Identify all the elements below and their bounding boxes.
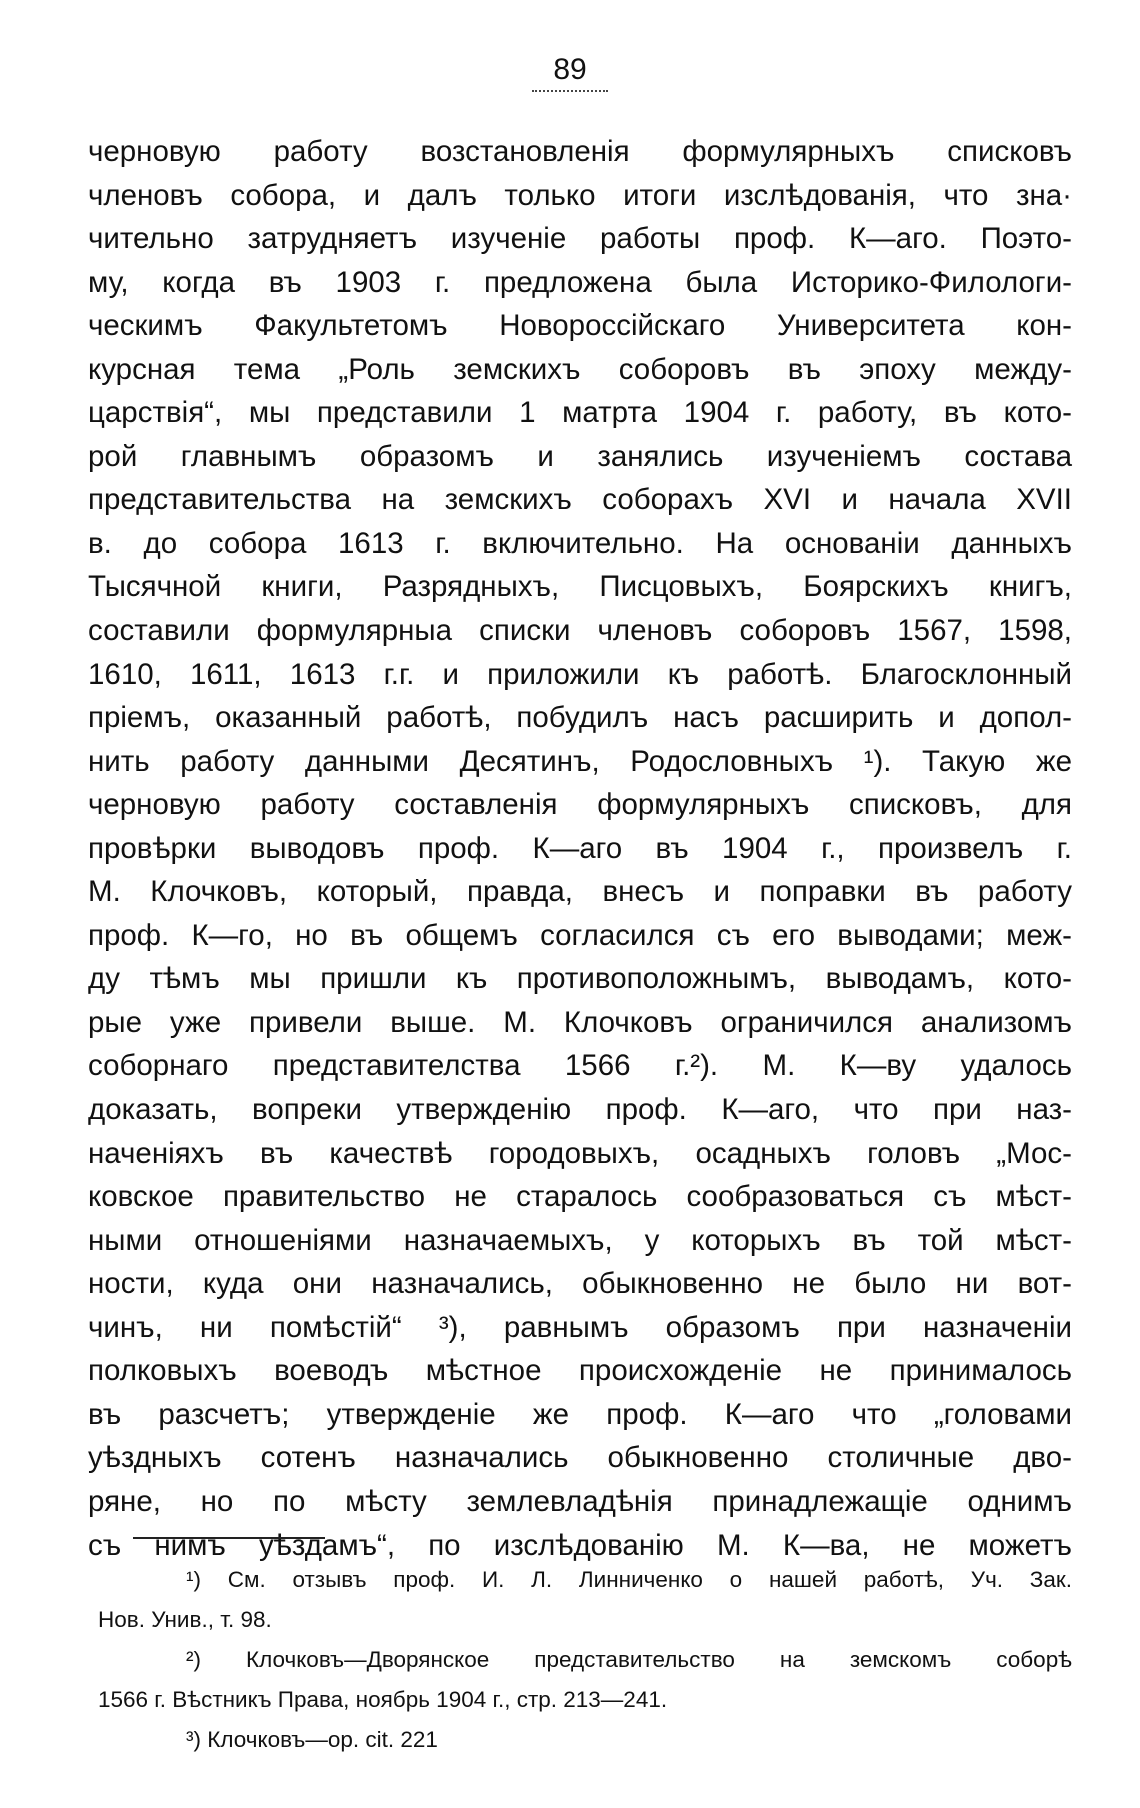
footnote-2-continuation: 1566 г. Вѣстникъ Права, ноябрь 1904 г., стр. 213—241. [98,1687,668,1712]
text-line: рые уже привели выше. М. Клочковъ ограничился анализомъ [88,1005,1072,1039]
text-line: ческимъ Факультетомъ Новороссійскаго Университета кон- [88,309,1072,343]
footnote-2: ²) Клочковъ—Дворянское представительство на земскомъ соборѣ [186,1647,1072,1672]
text-line: уѣздныхъ сотенъ назначались обыкновенно столичные дво- [88,1441,1072,1475]
text-line: членовъ собора, и далъ только итоги изслѣдованія, что зна· [88,178,1072,212]
text-line: царствія“, мы представили 1 матрта 1904 г. работу, въ кото- [88,396,1072,430]
footnotes [98,1560,1072,1760]
text-line: чительно затрудняетъ изученіе работы проф. К—аго. Поэто- [88,222,1072,256]
text-line: Тысячной книги, Разрядныхъ, Писцовыхъ, Боярскихъ книгъ, [88,570,1072,604]
footnote-1-continuation: Нов. Унив., т. 98. [98,1607,272,1632]
text-line: ковское правительство не старалось сообразоваться съ мѣст- [88,1180,1072,1214]
text-line: рой главнымъ образомъ и занялись изученіемъ состава [88,439,1072,473]
text-line: ду тѣмъ мы пришли къ противоположнымъ, выводамъ, кото- [88,962,1072,996]
text-line: представительства на земскихъ соборахъ XVI и начала XVII [88,483,1072,517]
text-line: нить работу данными Десятинъ, Родословныхъ ¹). Такую же [88,744,1072,778]
text-line: курсная тема „Роль земскихъ соборовъ въ эпоху между- [88,352,1072,386]
footnote-1: ¹) См. отзывъ проф. И. Л. Линниченко о нашей работѣ, Уч. Зак. [186,1567,1072,1592]
text-line: ности, куда они назначались, обыкновенно не было ни вот- [88,1267,1072,1301]
page-number-underline [532,90,608,92]
footnote-3: ³) Клочковъ—op. cit. 221 [186,1727,438,1752]
footnote-divider [133,1537,325,1539]
text-line: соборнаго представителства 1566 г.²). М. К—ву удалось [88,1049,1072,1083]
text-line: чинъ, ни помѣстій“ ³), равнымъ образомъ при назначеніи [88,1310,1072,1344]
text-line: въ разсчетъ; утвержденіе же проф. К—аго что „головами [88,1397,1072,1431]
text-line: черновую работу составленія формулярныхъ списковъ, для [88,788,1072,822]
text-line: в. до собора 1613 г. включительно. На основаніи данныхъ [88,526,1072,560]
body-text [88,130,1072,1567]
text-line: ными отношеніями назначаемыхъ, у которыхъ въ той мѣст- [88,1223,1072,1257]
text-line: пріемъ, оказанный работѣ, побудилъ насъ расширить и допол- [88,701,1072,735]
text-line: полковыхъ воеводъ мѣстное происхожденіе не принималось [88,1354,1072,1388]
text-line: 1610, 1611, 1613 г.г. и приложили къ работѣ. Благосклонный [88,657,1072,691]
text-line: М. Клочковъ, который, правда, внесъ и поправки въ работу [88,875,1072,909]
text-line: ряне, но по мѣсту землевладѣнія принадлежащіе однимъ [88,1484,1072,1518]
text-line: съ нимъ уѣздамъ“, по изслѣдованію М. К—ва, не можетъ [88,1528,1072,1562]
text-line: му, когда въ 1903 г. предложена была Историко-Филологи- [88,265,1072,299]
text-line: провѣрки выводовъ проф. К—аго въ 1904 г., произвелъ г. [88,831,1072,865]
text-line: доказать, вопреки утвержденію проф. К—аго, что при наз- [88,1093,1072,1127]
text-line: составили формулярныа списки членовъ соборовъ 1567, 1598, [88,614,1072,648]
text-line: наченіяхъ въ качествѣ городовыхъ, осадныхъ головъ „Мос- [88,1136,1072,1170]
text-line: проф. К—го, но въ общемъ согласился съ его выводами; меж- [88,918,1072,952]
page-number: 89 [553,53,587,86]
text-line: черновую работу возстановленія формулярныхъ списковъ [88,135,1072,168]
